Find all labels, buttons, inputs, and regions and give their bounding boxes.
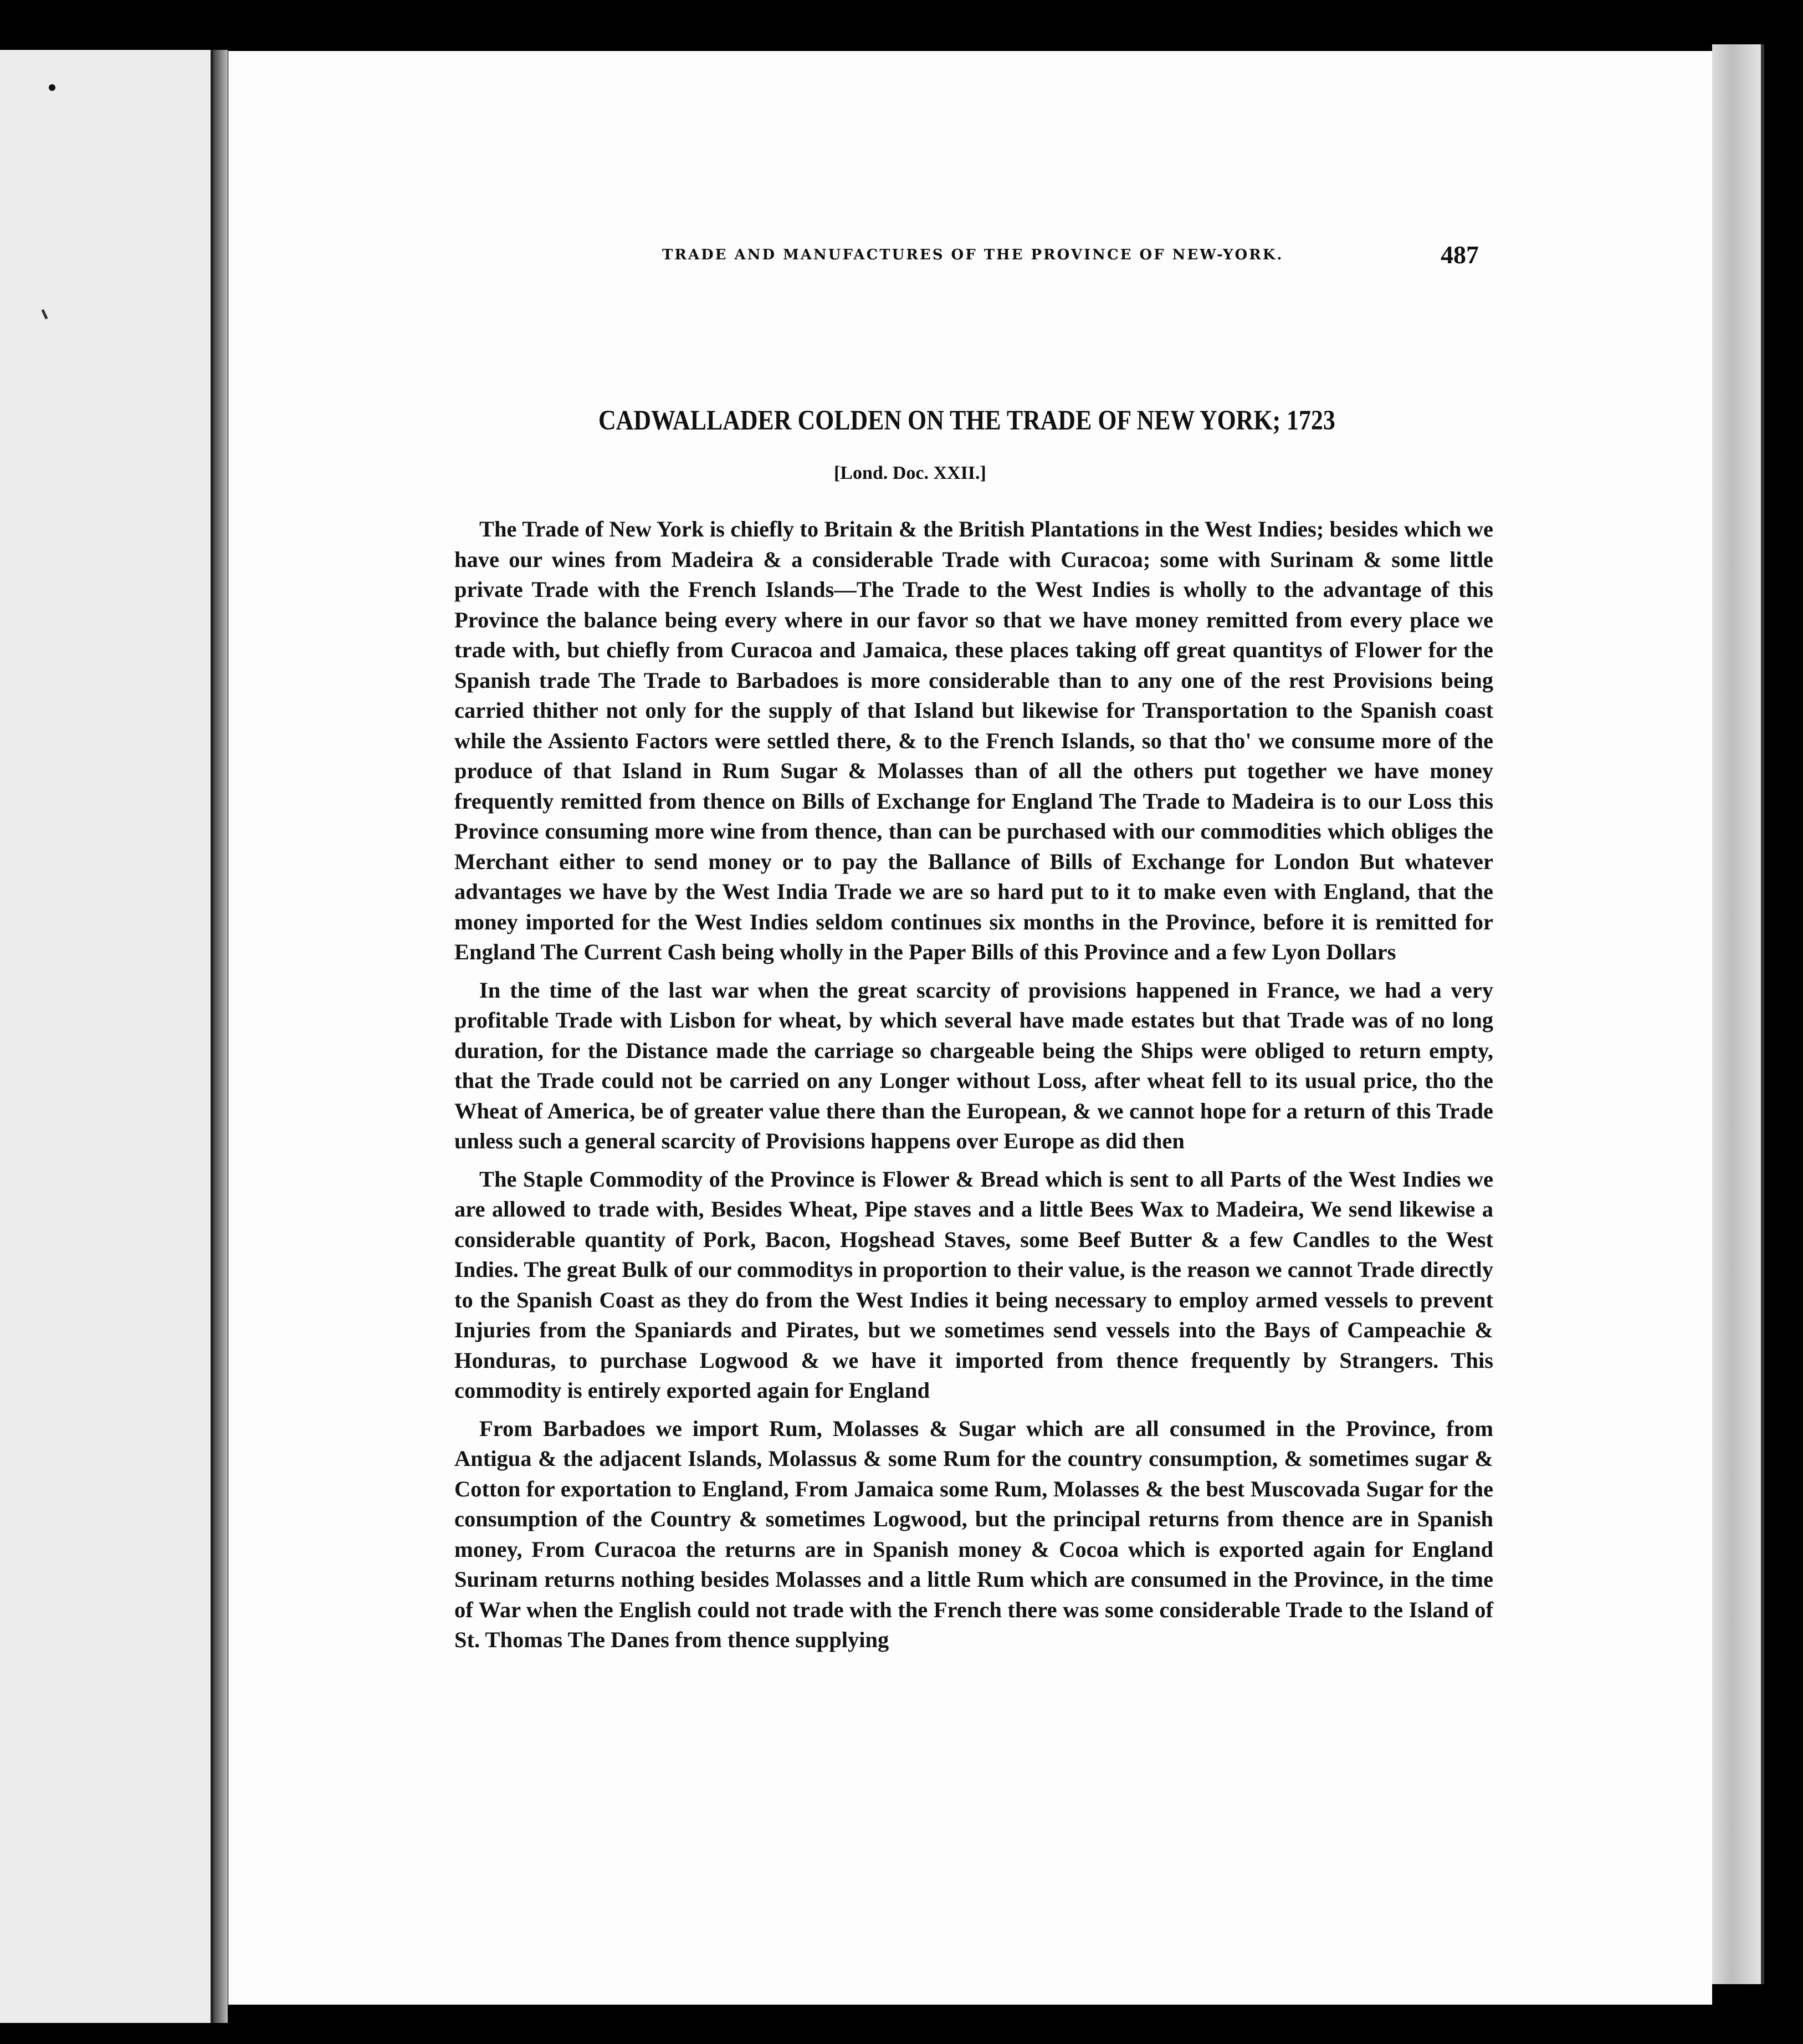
document-reference: [Lond. Doc. XXII.] bbox=[834, 463, 986, 483]
facing-page-edge bbox=[0, 50, 216, 2023]
page-fore-edge bbox=[1712, 44, 1764, 1984]
running-head bbox=[427, 241, 1618, 291]
paragraph: From Barbadoes we import Rum, Molasses & Sugar which are all consumed in the Province, from Antigua & the adjacent Islands, Molassus & some Rum for the country consumption, & sometimes sugar & Cotton for exportation to England, From Jamaica some Rum, Molasses & the best Muscovada Sugar for the consumption of the Country & sometimes Logwood, but the principal returns from thence are in Spanish money, From Curacoa the returns are in Spanish money & Cocoa which is exported again for England Surinam returns nothing besides Molasses and a little Rum which are consumed in the Province, in the time of War when the English could not trade with the French there was some considerable Trade to the Island of St. Thomas The Danes from thence supplying bbox=[454, 1416, 1493, 1652]
body-text bbox=[454, 514, 1493, 1663]
running-title: TRADE AND MANUFACTURES OF THE PROVINCE OF NEW-YORK. bbox=[662, 247, 1284, 263]
ink-speck bbox=[49, 84, 55, 91]
paragraph: In the time of the last war when the great scarcity of provisions happened in France, we had a very profitable Trade with Lisbon for wheat, by which several have made estates but that Trade was of no long duration, for the Distance made the carriage so chargeable being the Ships were obliged to return empty, that the Trade could not be carried on any Longer without Loss, after wheat fell to its usual price, tho the Wheat of America, be of greater value there than the European, & we cannot hope for a return of this Trade unless such a general scarcity of Provisions happens over Europe as did then bbox=[454, 977, 1493, 1153]
book-gutter bbox=[213, 50, 228, 2023]
ink-mark bbox=[41, 309, 48, 319]
document-title: CADWALLADER COLDEN ON THE TRADE OF NEW YORK; 1723 bbox=[598, 405, 1335, 436]
paragraph: The Staple Commodity of the Province is Flower & Bread which is sent to all Parts of the West Indies we are allowed to trade with, Besides Wheat, Pipe staves and a little Bees Wax to Madeira, We send likewise a considerable quantity of Pork, Bacon, Hogshead Staves, some Beef Butter & a few Candles to the West Indies. The great Bulk of our commoditys in proportion to their value, is the reason we cannot Trade directly to the Spanish Coast as they do from the West Indies it being necessary to employ armed vessels to prevent Injuries from the Spaniards and Pirates, but we sometimes send vessels into the Bays of Campeachie & Honduras, to purchase Logwood & we have it imported from thence frequently by Strangers. This commodity is entirely exported again for England bbox=[454, 1166, 1493, 1403]
page-number: 487 bbox=[1441, 241, 1479, 269]
paragraph: The Trade of New York is chiefly to Britain & the British Plantations in the West Indies; besides which we have our wines from Madeira & a considerable Trade with Curacoa; some with Surinam & some little private Trade with the French Islands—The Trade to the West Indies is wholly to the advantage of this Province the balance being every where in our favor so that we have money remitted from every place we trade with, but chiefly from Curacoa and Jamaica, these places taking off great quantitys of Flower for the Spanish trade The Trade to Barbadoes is more considerable than to any one of the rest Provisions being carried thither not only for the supply of that Island but likewise for Transportation to the Spanish coast while the Assiento Factors were settled there, & to the French Islands, so that tho' we consume more of the produce of that Island in Rum Sugar & Molasses than of all the others put together we have money frequently remitted from thence on Bills of Exchange for England The Trade to Madeira is to our Loss this Province consuming more wine from thence, than can be purchased with our commodities which obliges the Merchant either to send money or to pay the Ballance of Bills of Exchange for London But whatever advantages we have by the West India Trade we are so hard put to it to make even with England, that the money imported for the West Indies seldom continues six months in the Province, before it is remitted for England The Current Cash being wholly in the Paper Bills of this Province and a few Lyon Dollars bbox=[454, 517, 1493, 964]
